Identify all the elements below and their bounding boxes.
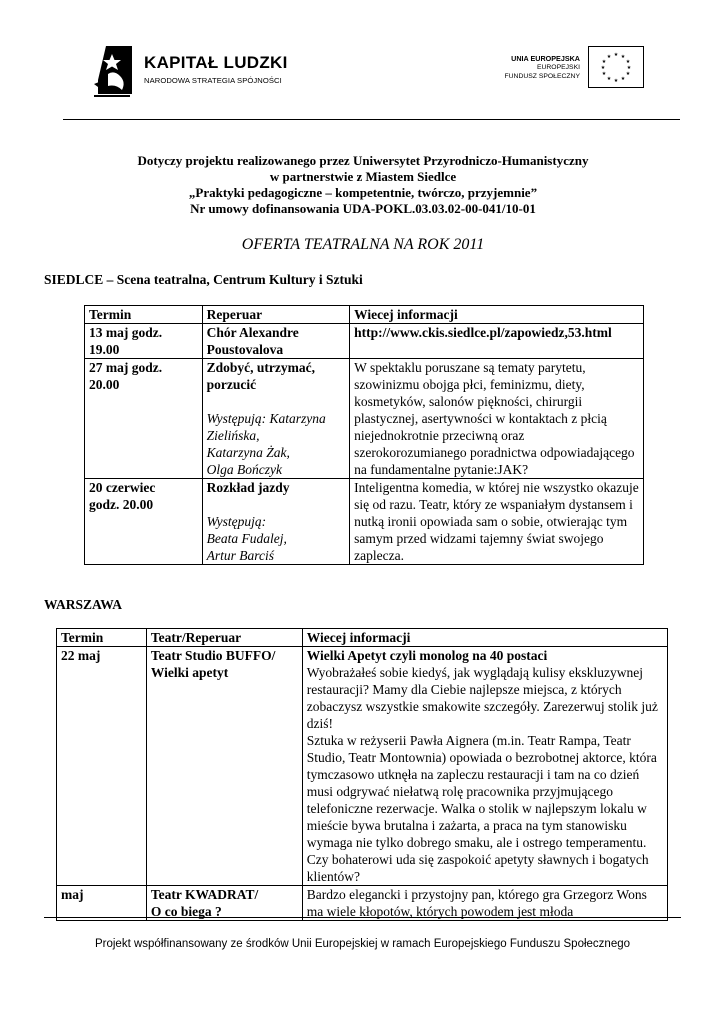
eu-flag-icon	[588, 46, 644, 88]
theatre-cell	[146, 647, 302, 886]
theatre-line: Teatr Studio BUFFO/	[150, 648, 276, 663]
intro-line-3: „Praktyki pedagogiczne – kompetentnie, twórczo, przyjemnie”	[188, 185, 538, 200]
warszawa-table	[56, 628, 668, 921]
svg-text:★: ★	[613, 52, 619, 58]
info-cell: Inteligentna komedia, w której nie wszystko okazuje się od razu. Teatr, który ze wspaniałym dystansem i nutką ironii opowiada sam o sobie, otwierając tym samym przed widzami tajemny świat swojego zaplecza.	[350, 479, 644, 565]
info-cell: W spektaklu poruszane są tematy parytetu, szowinizmu obojga płci, feminizmu, diety, kosmetyków, salonów piękności, chirurgii plastycznej, asertywności w kontaktach z płcią niejednokrotnie przeciwną oraz szerokorozumianego poradnictwa odpowiadającego na fundamentalne pytanie:JAK?	[350, 359, 644, 479]
repertoire-title: Zdobyć, utrzymać,	[206, 360, 315, 375]
intro-line-4: Nr umowy dofinansowania UDA-POKL.03.03.02-00-041/10-01	[190, 201, 536, 216]
column-header: Termin	[57, 629, 147, 647]
term-line: 13 maj godz.	[89, 325, 163, 340]
logo-left-title: KAPITAŁ LUDZKI	[144, 53, 288, 72]
term-line: godz. 20.00	[89, 497, 154, 512]
cast-line: Występują:	[206, 514, 267, 529]
info-paragraph: Sztuka w reżyserii Pawła Aignera (m.in. Teatr Rampa, Teatr Studio, Teatr Montownia) opowiada o bezrobotnej aktorce, która tymczasowo utknęła na zapleczu restauracji i tam na co dzień musi odgrywać niełatwą rolę pracownika przyjmującego telefoniczne rezerwacje. Walka o stolik w najlepszym lokalu w mieście bywa brutalna i zażarta, a praca na tym stanowisku wymaga nie tylko dobrego smaku, ale i ostrego temperamentu. Czy bohaterowi uda się zaspokoić apetyty sławnych i bogatych klientów?	[306, 733, 657, 884]
info-cell: Bardzo elegancki i przystojny pan, którego gra Grzegorz Wons ma wiele kłopotów, których powodem jest młoda	[302, 886, 667, 921]
repertoire-title: Rozkład jazdy	[206, 480, 290, 495]
svg-text:★: ★	[626, 65, 632, 71]
term-cell	[85, 324, 203, 359]
table-row	[85, 479, 644, 565]
page-title: OFERTA TEATRALNA NA ROK 2011	[241, 236, 485, 253]
siedlce-table	[84, 305, 644, 565]
svg-text:★: ★	[606, 54, 612, 60]
cast-line: Występują: Katarzyna	[206, 411, 326, 426]
svg-text:★: ★	[601, 71, 607, 77]
table-row	[85, 359, 644, 479]
term-cell: maj	[57, 886, 147, 921]
footer-divider	[44, 917, 681, 918]
term-cell	[85, 359, 203, 479]
svg-text:★: ★	[625, 59, 631, 65]
cast-line: Olga Bończyk	[206, 462, 282, 477]
table-header-row	[57, 629, 668, 647]
table-row	[85, 324, 644, 359]
term-cell: 22 maj	[57, 647, 147, 886]
project-intro	[63, 153, 663, 217]
kapital-ludzki-emblem-icon	[92, 40, 140, 100]
column-header: Wiecej informacji	[350, 306, 644, 324]
info-title: Wielki Apetyt czyli monolog na 40 postaci	[306, 648, 548, 663]
theatre-line: Wielki apetyt	[150, 665, 229, 680]
svg-text:★: ★	[606, 76, 612, 82]
eu-logo-line2: EUROPEJSKI	[536, 64, 580, 71]
info-link[interactable]: http://www.ckis.siedlce.pl/zapowiedz,53.html	[350, 324, 644, 359]
kapital-ludzki-logo	[92, 40, 292, 100]
svg-text:★: ★	[620, 54, 626, 60]
siedlce-heading: SIEDLCE – Scena teatralna, Centrum Kultury i Sztuki	[44, 272, 363, 287]
eu-logo	[490, 46, 650, 92]
svg-text:★: ★	[601, 59, 607, 65]
repertoire-cell	[202, 359, 350, 479]
repertoire-cell	[202, 479, 350, 565]
repertoire-title: Chór Alexandre	[206, 325, 299, 340]
table-row	[57, 886, 668, 921]
column-header: Teatr/Reperuar	[146, 629, 302, 647]
theatre-cell	[146, 886, 302, 921]
svg-text:★: ★	[625, 71, 631, 77]
repertoire-cell	[202, 324, 350, 359]
term-line: 20.00	[89, 377, 120, 392]
svg-text:★: ★	[620, 76, 626, 82]
theatre-line: Teatr KWADRAT/	[150, 887, 259, 902]
footer-text: Projekt współfinansowany ze środków Unii Europejskiej w ramach Europejskiego Funduszu Społecznego	[94, 938, 631, 950]
table-row	[57, 647, 668, 886]
table-header-row	[85, 306, 644, 324]
column-header: Termin	[85, 306, 203, 324]
cast-line: Beata Fudalej,	[206, 531, 287, 546]
term-line: 27 maj godz.	[89, 360, 163, 375]
column-header: Wiecej informacji	[302, 629, 667, 647]
cast-line: Katarzyna Żak,	[206, 445, 290, 460]
eu-logo-line1: UNIA EUROPEJSKA	[511, 54, 580, 63]
intro-line-2: w partnerstwie z Miastem Siedlce	[269, 169, 457, 184]
eu-logo-text	[504, 54, 580, 81]
info-paragraph: Wyobrażałeś sobie kiedyś, jak wyglądają kulisy ekskluzywnej restauracji? Mamy dla Ciebie najlepsze miejsca, z których zobaczysz wszystkie smakowite szczegóły. Zarezerwuj stolik już dziś!	[306, 665, 658, 731]
info-cell	[302, 647, 667, 886]
svg-text:★: ★	[600, 65, 606, 71]
header-divider	[63, 119, 680, 120]
term-line: 19.00	[89, 342, 120, 357]
term-cell	[85, 479, 203, 565]
repertoire-title: Poustovalova	[206, 342, 284, 357]
term-line: 20 czerwiec	[89, 480, 156, 495]
svg-text:★: ★	[613, 78, 619, 84]
intro-line-1: Dotyczy projektu realizowanego przez Uniwersytet Przyrodniczo-Humanistyczny	[137, 153, 589, 168]
logo-left-subtitle: NARODOWA STRATEGIA SPÓJNOŚCI	[144, 76, 282, 85]
repertoire-title: porzucić	[206, 377, 257, 392]
column-header: Reperuar	[202, 306, 350, 324]
warszawa-heading: WARSZAWA	[44, 597, 123, 612]
cast-line: Zielińska,	[206, 428, 260, 443]
eu-logo-line3: FUNDUSZ SPOŁECZNY	[504, 73, 580, 80]
cast-line: Artur Barciś	[206, 548, 274, 563]
theatre-line: O co biega ?	[150, 904, 222, 919]
